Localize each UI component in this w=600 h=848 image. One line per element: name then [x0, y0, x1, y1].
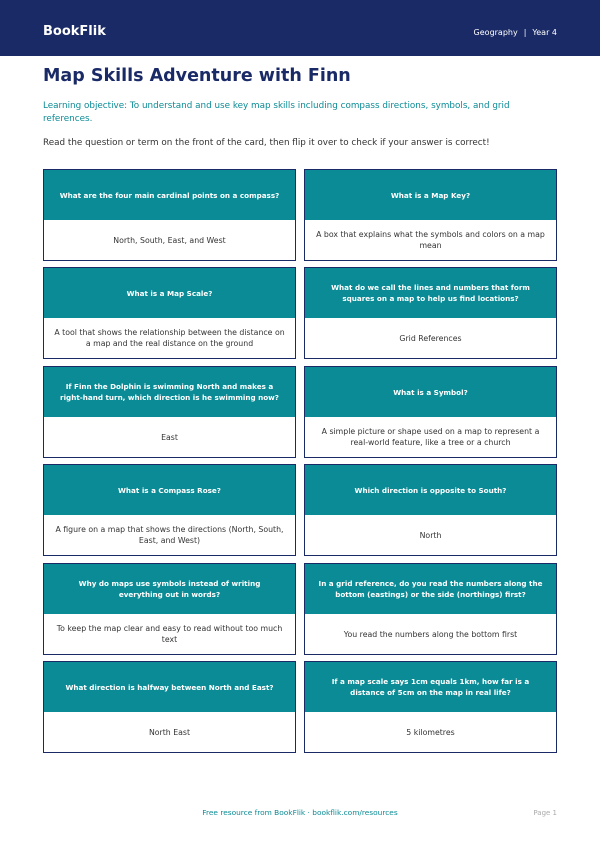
card-back: To keep the map clear and easy to read without too much text — [56, 624, 283, 644]
flashcard[interactable] — [304, 563, 557, 655]
card-back: You read the numbers along the bottom first — [343, 629, 518, 639]
card-front: In a grid reference, do you read the numbers along the bottom (eastings) or the side (northings) first? — [305, 564, 556, 614]
card-back: A tool that shows the relationship between the distance on a map and the real distance on the ground — [54, 328, 285, 348]
header-separator: | — [523, 28, 527, 37]
instructions: Read the question or term on the front of the card, then flip it over to check if your answer is correct! — [43, 138, 490, 148]
flashcard[interactable] — [43, 563, 296, 655]
flashcard[interactable] — [304, 661, 557, 753]
card-back: A box that explains what the symbols and colors on a map mean — [316, 230, 545, 250]
footer-text[interactable]: Free resource from BookFlik · bookflik.com/resources — [202, 808, 398, 817]
flashcard[interactable] — [304, 366, 557, 458]
card-front: What are the four main cardinal points on a compass? — [44, 170, 295, 220]
card-back: North — [419, 530, 442, 540]
card-back: North, South, East, and West — [113, 235, 226, 245]
flashcard[interactable] — [43, 169, 296, 261]
card-front: If a map scale says 1cm equals 1km, how far is a distance of 5cm on the map in real life? — [305, 662, 556, 712]
brand-logo[interactable]: BookFlik — [43, 24, 106, 39]
flashcard[interactable] — [43, 267, 296, 359]
card-front: Which direction is opposite to South? — [305, 465, 556, 515]
card-front: What is a Compass Rose? — [44, 465, 295, 515]
flashcard[interactable] — [43, 661, 296, 753]
flashcard[interactable] — [304, 267, 557, 359]
card-front: What is a Map Scale? — [44, 268, 295, 318]
card-back: 5 kilometres — [406, 727, 455, 737]
flashcard[interactable] — [304, 464, 557, 556]
card-front: What is a Map Key? — [305, 170, 556, 220]
page-title: Map Skills Adventure with Finn — [43, 66, 351, 86]
card-back: A figure on a map that shows the directions (North, South, East, and West) — [55, 525, 284, 545]
card-back: A simple picture or shape used on a map to represent a real-world feature, like a tree or a church — [321, 427, 540, 447]
subject-label: Geography — [473, 28, 518, 37]
learning-objective: Learning objective: To understand and use key map skills including compass directions, symbols, and grid references. — [43, 101, 510, 124]
card-front: Why do maps use symbols instead of writing everything out in words? — [44, 564, 295, 614]
card-back: North East — [148, 727, 191, 737]
card-front: What direction is halfway between North and East? — [44, 662, 295, 712]
year-label: Year 4 — [532, 28, 557, 37]
flashcard[interactable] — [43, 464, 296, 556]
card-front: If Finn the Dolphin is swimming North and makes a right-hand turn, which direction is he swimming now? — [44, 367, 295, 417]
card-back: Grid References — [399, 333, 462, 343]
card-back: East — [161, 432, 178, 442]
flashcard[interactable] — [43, 366, 296, 458]
flashcard[interactable] — [304, 169, 557, 261]
page-number: Page 1 — [533, 809, 557, 817]
card-front: What is a Symbol? — [305, 367, 556, 417]
card-front: What do we call the lines and numbers that form squares on a map to help us find locations? — [305, 268, 556, 318]
top-bar — [0, 0, 600, 56]
header-meta — [474, 28, 557, 37]
